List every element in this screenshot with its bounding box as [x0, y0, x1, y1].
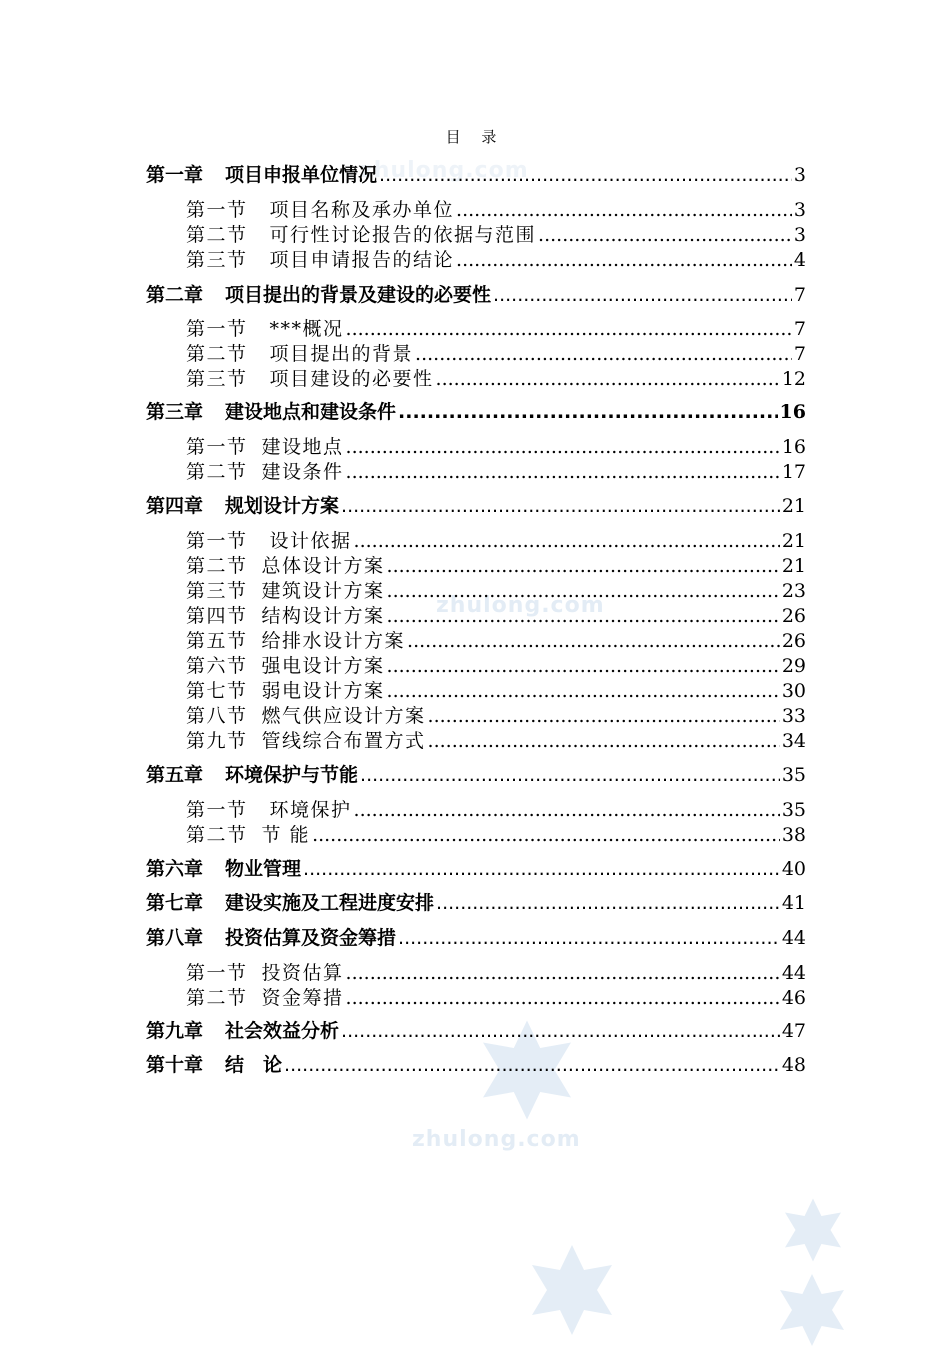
- toc-entry-title: 可行性讨论报告的依据与范围: [269, 224, 537, 246]
- watermark-text: zhulong.com: [360, 158, 529, 183]
- toc-section-entry[interactable]: [186, 364, 806, 391]
- toc-entry-title: 项目提出的背景: [269, 343, 414, 365]
- toc-entry-number: 第八章: [146, 927, 204, 949]
- toc-chapter-entry[interactable]: [146, 854, 806, 881]
- toc-entry-label: [146, 1016, 339, 1043]
- toc-entry-label: [146, 923, 396, 950]
- toc-dot-leader: [456, 199, 792, 221]
- toc-section-entry[interactable]: [186, 551, 806, 578]
- toc-entry-label: [146, 854, 301, 881]
- toc-entry-number: 第九章: [146, 1020, 204, 1042]
- toc-section-entry[interactable]: [186, 958, 806, 985]
- toc-page-number: 12: [781, 368, 806, 390]
- toc-page-number: 40: [781, 858, 806, 880]
- toc-entry-number: 第三节: [186, 580, 248, 602]
- toc-entry-title: 项目申请报告的结论: [269, 249, 455, 271]
- toc-entry-number: 第二章: [146, 284, 204, 306]
- toc-page-number: 44: [781, 962, 806, 984]
- toc-entry-title: 投资估算及资金筹措: [225, 927, 397, 949]
- toc-dot-leader: [415, 343, 792, 365]
- toc-entry-number: 第二节: [186, 555, 248, 577]
- toc-dot-leader: [407, 630, 780, 652]
- toc-entry-label: [186, 601, 385, 628]
- toc-dot-leader: [346, 461, 780, 483]
- toc-entry-label: [146, 491, 339, 518]
- toc-entry-number: 第五节: [186, 630, 248, 652]
- toc-dot-leader: [360, 764, 780, 786]
- toc-section-entry[interactable]: [186, 726, 806, 753]
- toc-entry-label: [146, 160, 377, 187]
- toc-section-entry[interactable]: [186, 795, 806, 822]
- toc-section-entry[interactable]: [186, 983, 806, 1010]
- toc-entry-label: [186, 626, 405, 653]
- toc-entry-label: [186, 576, 385, 603]
- toc-entry-label: [146, 280, 491, 307]
- toc-entry-title: 结构设计方案: [261, 605, 385, 627]
- toc-page-number: 47: [781, 1020, 806, 1042]
- toc-section-entry[interactable]: [186, 339, 806, 366]
- toc-entry-label: [186, 676, 385, 703]
- toc-chapter-entry[interactable]: [146, 760, 806, 787]
- toc-entry-title: 规划设计方案: [225, 495, 340, 517]
- toc-entry-number: 第五章: [146, 764, 204, 786]
- toc-dot-leader: [354, 799, 780, 821]
- toc-entry-number: 第六章: [146, 858, 204, 880]
- toc-page-number: 17: [781, 461, 806, 483]
- toc-dot-leader: [346, 436, 780, 458]
- toc-chapter-entry[interactable]: [146, 923, 806, 950]
- toc-entry-label: [186, 651, 385, 678]
- toc-entry-title: 弱电设计方案: [261, 680, 385, 702]
- toc-entry-number: 第一节: [186, 318, 248, 340]
- toc-entry-label: [146, 1050, 282, 1077]
- toc-chapter-entry[interactable]: [146, 888, 806, 915]
- toc-dot-leader: [538, 224, 792, 246]
- toc-entry-title: 建设地点: [261, 436, 344, 458]
- toc-chapter-entry[interactable]: [146, 397, 806, 424]
- toc-dot-leader: [387, 605, 780, 627]
- toc-entry-label: [186, 245, 454, 272]
- toc-entry-title: 管线综合布置方式: [261, 730, 426, 752]
- watermark-text: zhulong.com: [412, 1127, 581, 1152]
- toc-page-number: 48: [781, 1054, 806, 1076]
- toc-dot-leader: [341, 1020, 780, 1042]
- toc-entry-title: 给排水设计方案: [261, 630, 406, 652]
- toc-chapter-entry[interactable]: [146, 1016, 806, 1043]
- toc-section-entry[interactable]: [186, 314, 806, 341]
- toc-page-number: 16: [779, 401, 806, 423]
- toc-entry-number: 第一节: [186, 530, 248, 552]
- toc-entry-title: 项目提出的背景及建设的必要性: [225, 284, 492, 306]
- toc-title: 目 录: [445, 128, 505, 146]
- toc-page-number: 33: [781, 705, 806, 727]
- toc-entry-title: 环境保护: [269, 799, 352, 821]
- toc-dot-leader: [493, 284, 792, 306]
- toc-entry-label: [186, 314, 344, 341]
- toc-entry-number: 第二节: [186, 343, 248, 365]
- toc-entry-number: 第七节: [186, 680, 248, 702]
- toc-dot-leader: [387, 655, 780, 677]
- toc-page-number: 7: [793, 284, 806, 306]
- toc-page-number: 23: [781, 580, 806, 602]
- toc-entry-label: [186, 958, 344, 985]
- toc-entry-number: 第二节: [186, 824, 248, 846]
- toc-page-number: 16: [781, 436, 806, 458]
- toc-dot-leader: [428, 705, 780, 727]
- toc-section-entry[interactable]: [186, 220, 806, 247]
- toc-entry-label: [186, 195, 454, 222]
- toc-entry-label: [186, 457, 344, 484]
- toc-dot-leader: [436, 368, 780, 390]
- toc-section-entry[interactable]: [186, 701, 806, 728]
- toc-section-entry[interactable]: [186, 195, 806, 222]
- toc-page-number: 3: [793, 164, 806, 186]
- toc-dot-leader: [341, 495, 780, 517]
- toc-dot-leader: [379, 164, 792, 186]
- toc-entry-title: 建设地点和建设条件: [225, 401, 397, 423]
- toc-dot-leader: [387, 680, 780, 702]
- toc-page-number: 30: [781, 680, 806, 702]
- toc-entry-title: 燃气供应设计方案: [261, 705, 426, 727]
- toc-entry-title: 资金筹措: [261, 987, 344, 1009]
- toc-entry-title: 项目名称及承办单位: [269, 199, 455, 221]
- toc-entry-title: 社会效益分析: [225, 1020, 340, 1042]
- toc-page-number: 21: [781, 495, 806, 517]
- toc-entry-number: 第八节: [186, 705, 248, 727]
- toc-entry-label: [186, 795, 352, 822]
- toc-entry-number: 第十章: [146, 1054, 204, 1076]
- toc-section-entry[interactable]: [186, 576, 806, 603]
- toc-section-entry[interactable]: [186, 651, 806, 678]
- toc-entry-title: 建设条件: [261, 461, 344, 483]
- toc-entry-label: [186, 551, 385, 578]
- toc-dot-leader: [398, 927, 780, 949]
- toc-page-number: 3: [793, 224, 806, 246]
- toc-dot-leader: [346, 318, 792, 340]
- toc-dot-leader: [346, 962, 780, 984]
- toc-entry-number: 第三章: [146, 401, 204, 423]
- toc-entry-number: 第一节: [186, 436, 248, 458]
- toc-entry-number: 第六节: [186, 655, 248, 677]
- toc-chapter-entry[interactable]: [146, 1050, 806, 1077]
- toc-section-entry[interactable]: [186, 601, 806, 628]
- toc-entry-title: 环境保护与节能: [225, 764, 359, 786]
- toc-section-entry[interactable]: [186, 626, 806, 653]
- toc-entry-number: 第九节: [186, 730, 248, 752]
- toc-dot-leader: [387, 555, 780, 577]
- watermark-text: zhulong.com: [436, 593, 605, 618]
- toc-entry-title: 节 能: [261, 824, 311, 846]
- toc-entry-title: 总体设计方案: [261, 555, 385, 577]
- toc-entry-number: 第二节: [186, 461, 248, 483]
- toc-dot-leader: [354, 530, 780, 552]
- toc-entry-number: 第一节: [186, 199, 248, 221]
- toc-section-entry[interactable]: [186, 432, 806, 459]
- toc-chapter-entry[interactable]: [146, 280, 806, 307]
- toc-entry-number: 第三节: [186, 249, 248, 271]
- toc-page-number: 46: [781, 987, 806, 1009]
- toc-entry-label: [186, 364, 434, 391]
- toc-page-number: 41: [781, 892, 806, 914]
- toc-page-number: 44: [781, 927, 806, 949]
- toc-dot-leader: [312, 824, 780, 846]
- toc-section-entry[interactable]: [186, 820, 806, 847]
- toc-entry-number: 第一章: [146, 164, 204, 186]
- toc-dot-leader: [387, 580, 780, 602]
- toc-page-number: 34: [781, 730, 806, 752]
- toc-section-entry[interactable]: [186, 526, 806, 553]
- toc-entry-label: [186, 526, 352, 553]
- toc-page-number: 7: [793, 318, 806, 340]
- toc-entry-number: 第三节: [186, 368, 248, 390]
- toc-entry-title: 项目申报单位情况: [225, 164, 378, 186]
- toc-dot-leader: [284, 1054, 780, 1076]
- toc-dot-leader: [303, 858, 780, 880]
- toc-entry-label: [186, 701, 426, 728]
- toc-entry-title: 建筑设计方案: [261, 580, 385, 602]
- toc-dot-leader: [428, 730, 780, 752]
- toc-entry-label: [186, 983, 344, 1010]
- toc-page-number: 3: [793, 199, 806, 221]
- toc-section-entry[interactable]: [186, 676, 806, 703]
- toc-entry-label: [146, 760, 358, 787]
- toc-entry-title: 强电设计方案: [261, 655, 385, 677]
- toc-entry-title: 建设实施及工程进度安排: [225, 892, 435, 914]
- toc-entry-label: [186, 726, 426, 753]
- toc-page-number: 35: [781, 799, 806, 821]
- toc-dot-leader: [456, 249, 792, 271]
- toc-page-number: 21: [781, 555, 806, 577]
- toc-entry-number: 第一节: [186, 962, 248, 984]
- toc-dot-leader: [436, 892, 780, 914]
- toc-entry-number: 第二节: [186, 987, 248, 1009]
- toc-page-number: 21: [781, 530, 806, 552]
- toc-page-number: 26: [781, 630, 806, 652]
- toc-page-number: 7: [793, 343, 806, 365]
- toc-dot-leader: [346, 987, 780, 1009]
- toc-entry-label: [186, 432, 344, 459]
- toc-section-entry[interactable]: [186, 457, 806, 484]
- toc-entry-title: 投资估算: [261, 962, 344, 984]
- toc-entry-title: 设计依据: [269, 530, 352, 552]
- toc-chapter-entry[interactable]: [146, 491, 806, 518]
- toc-page-number: 29: [781, 655, 806, 677]
- toc-entry-label: [146, 397, 396, 424]
- toc-page-number: 35: [781, 764, 806, 786]
- toc-entry-number: 第四章: [146, 495, 204, 517]
- toc-entry-number: 第七章: [146, 892, 204, 914]
- toc-chapter-entry[interactable]: [146, 160, 806, 187]
- toc-entry-label: [146, 888, 434, 915]
- toc-entry-label: [186, 220, 536, 247]
- toc-entry-title: 结 论: [225, 1054, 283, 1076]
- toc-entry-label: [186, 820, 310, 847]
- toc-dot-leader: [398, 401, 778, 423]
- toc-entry-title: 项目建设的必要性: [269, 368, 434, 390]
- toc-entry-title: 物业管理: [225, 858, 302, 880]
- toc-entry-number: 第一节: [186, 799, 248, 821]
- toc-entry-number: 第二节: [186, 224, 248, 246]
- toc-entry-number: 第四节: [186, 605, 248, 627]
- toc-page-number: 38: [781, 824, 806, 846]
- toc-entry-label: [186, 339, 413, 366]
- toc-entry-title: ***概况: [269, 318, 344, 340]
- toc-section-entry[interactable]: [186, 245, 806, 272]
- toc-page-number: 4: [793, 249, 806, 271]
- toc-page-number: 26: [781, 605, 806, 627]
